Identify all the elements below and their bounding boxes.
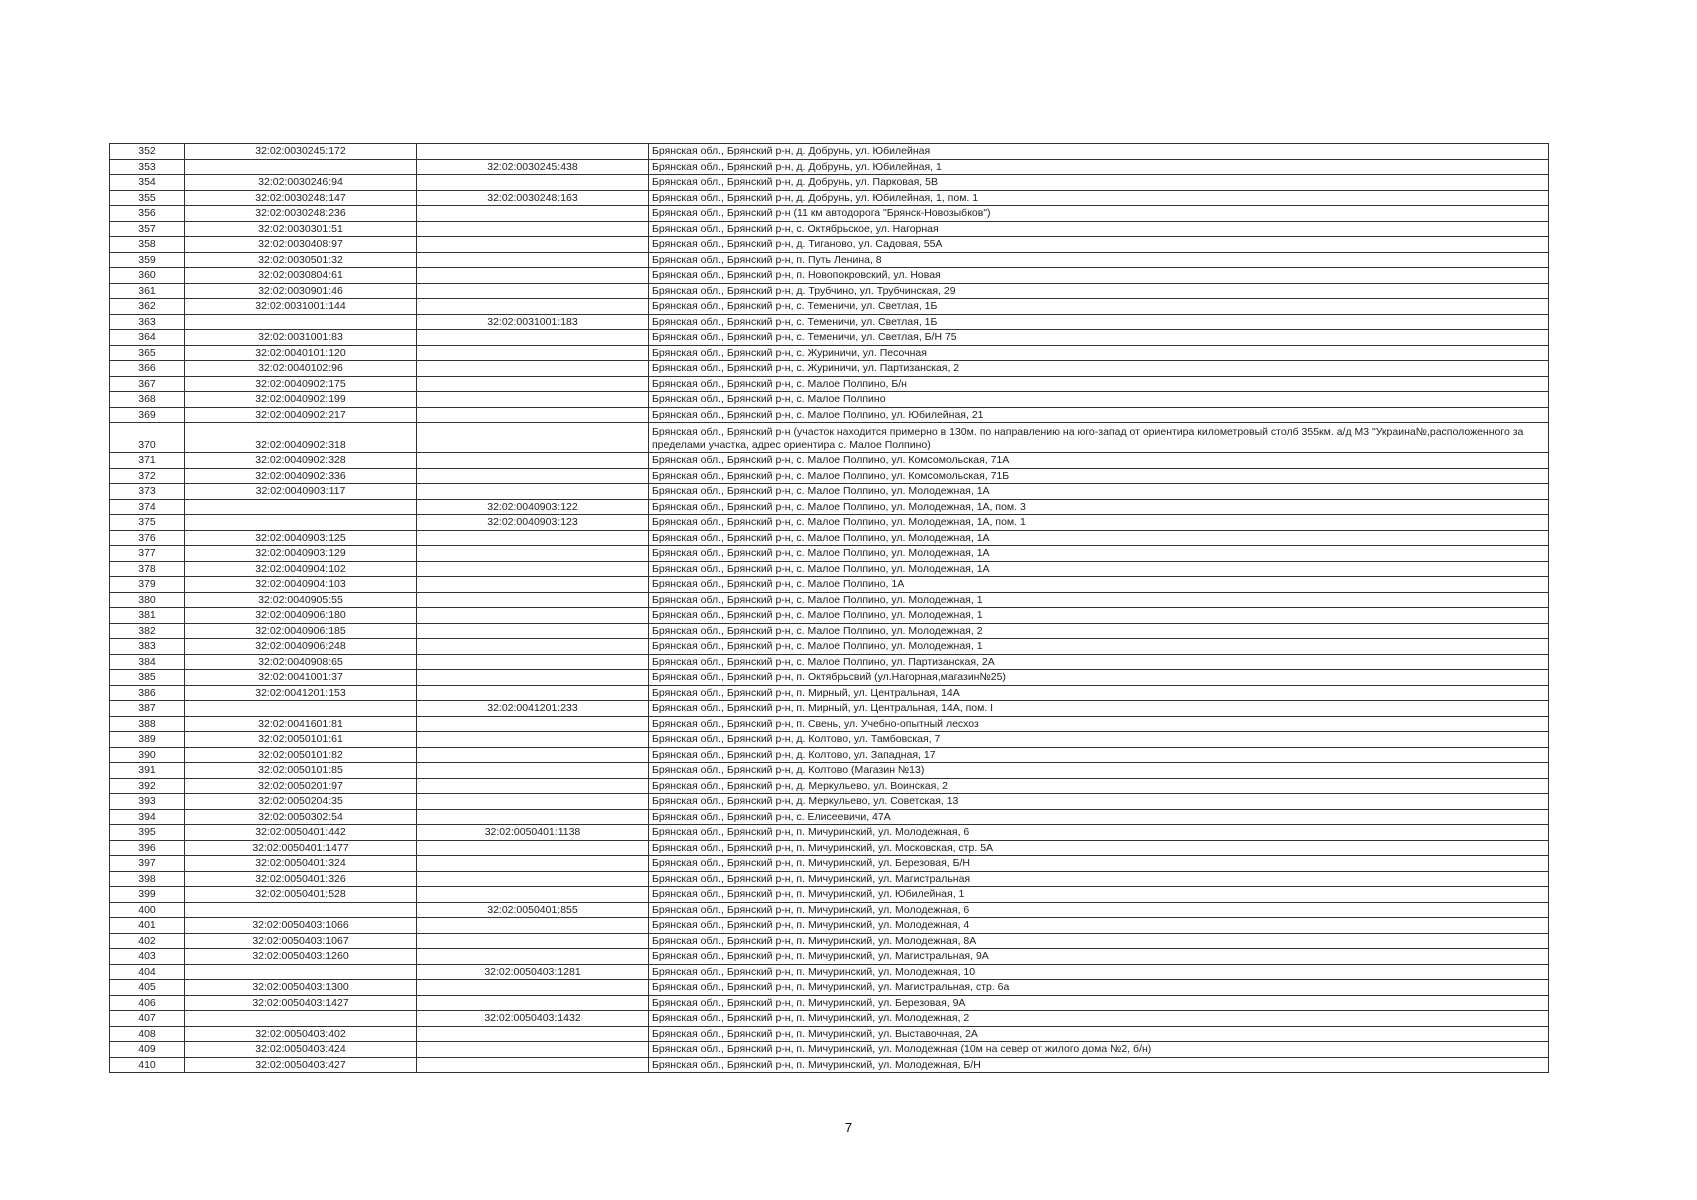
building-cadastral-number-cell bbox=[417, 871, 649, 887]
building-cadastral-number-cell: 32:02:0030245:438 bbox=[417, 159, 649, 175]
cadastral-number-cell: 32:02:0030408:97 bbox=[185, 237, 417, 253]
cadastral-number-cell: 32:02:0050403:1300 bbox=[185, 980, 417, 996]
building-cadastral-number-cell bbox=[417, 345, 649, 361]
row-number-cell: 399 bbox=[110, 887, 185, 903]
building-cadastral-number-cell bbox=[417, 392, 649, 408]
address-cell: Брянская обл., Брянский р-н, д. Меркульево, ул. Воинская, 2 bbox=[649, 778, 1549, 794]
row-number-cell: 393 bbox=[110, 794, 185, 810]
cadastral-number-cell: 32:02:0030248:147 bbox=[185, 190, 417, 206]
row-number-cell: 378 bbox=[110, 561, 185, 577]
table-row bbox=[110, 887, 1549, 903]
address-cell: Брянская обл., Брянский р-н, с. Малое Полпино, 1А bbox=[649, 577, 1549, 593]
building-cadastral-number-cell: 32:02:0040903:123 bbox=[417, 515, 649, 531]
table-row bbox=[110, 685, 1549, 701]
row-number-cell: 357 bbox=[110, 221, 185, 237]
table-row bbox=[110, 902, 1549, 918]
building-cadastral-number-cell bbox=[417, 361, 649, 377]
address-cell: Брянская обл., Брянский р-н, с. Малое Полпино, ул. Молодежная, 1А bbox=[649, 546, 1549, 562]
address-cell: Брянская обл., Брянский р-н, с. Малое Полпино, ул. Молодежная, 1А bbox=[649, 530, 1549, 546]
table-row bbox=[110, 980, 1549, 996]
row-number-cell: 380 bbox=[110, 592, 185, 608]
row-number-cell: 353 bbox=[110, 159, 185, 175]
building-cadastral-number-cell bbox=[417, 1026, 649, 1042]
cadastral-number-cell: 32:02:0050403:1260 bbox=[185, 949, 417, 965]
table-row bbox=[110, 871, 1549, 887]
row-number-cell: 405 bbox=[110, 980, 185, 996]
row-number-cell: 358 bbox=[110, 237, 185, 253]
building-cadastral-number-cell: 32:02:0050403:1281 bbox=[417, 964, 649, 980]
cadastral-number-cell: 32:02:0040906:185 bbox=[185, 623, 417, 639]
building-cadastral-number-cell bbox=[417, 1042, 649, 1058]
row-number-cell: 408 bbox=[110, 1026, 185, 1042]
building-cadastral-number-cell bbox=[417, 716, 649, 732]
address-cell: Брянская обл., Брянский р-н, д. Добрунь, ул. Юбилейная bbox=[649, 144, 1549, 160]
address-cell: Брянская обл., Брянский р-н, п. Новопокровский, ул. Новая bbox=[649, 268, 1549, 284]
address-cell: Брянская обл., Брянский р-н, д. Колтово, ул. Тамбовская, 7 bbox=[649, 732, 1549, 748]
building-cadastral-number-cell: 32:02:0030248:163 bbox=[417, 190, 649, 206]
row-number-cell: 390 bbox=[110, 747, 185, 763]
table-row bbox=[110, 144, 1549, 160]
table-row bbox=[110, 468, 1549, 484]
building-cadastral-number-cell bbox=[417, 949, 649, 965]
building-cadastral-number-cell: 32:02:0050401:1138 bbox=[417, 825, 649, 841]
table-row bbox=[110, 1011, 1549, 1027]
building-cadastral-number-cell bbox=[417, 670, 649, 686]
address-cell: Брянская обл., Брянский р-н, п. Мичуринский, ул. Московская, стр. 5А bbox=[649, 840, 1549, 856]
building-cadastral-number-cell bbox=[417, 887, 649, 903]
table-row bbox=[110, 546, 1549, 562]
building-cadastral-number-cell bbox=[417, 206, 649, 222]
row-number-cell: 364 bbox=[110, 330, 185, 346]
building-cadastral-number-cell bbox=[417, 918, 649, 934]
address-cell: Брянская обл., Брянский р-н, п. Мичуринский, ул. Юбилейная, 1 bbox=[649, 887, 1549, 903]
row-number-cell: 372 bbox=[110, 468, 185, 484]
address-cell: Брянская обл., Брянский р-н, д. Колтово (Магазин №13) bbox=[649, 763, 1549, 779]
table-row bbox=[110, 732, 1549, 748]
address-cell: Брянская обл., Брянский р-н, п. Мирный, ул. Центральная, 14А, пом. I bbox=[649, 701, 1549, 717]
table-row bbox=[110, 856, 1549, 872]
cadastral-number-cell: 32:02:0050403:427 bbox=[185, 1057, 417, 1073]
building-cadastral-number-cell bbox=[417, 778, 649, 794]
cadastral-number-cell: 32:02:0040904:102 bbox=[185, 561, 417, 577]
row-number-cell: 361 bbox=[110, 283, 185, 299]
address-cell: Брянская обл., Брянский р-н, с. Малое Полпино, ул. Комсомольская, 71Б bbox=[649, 468, 1549, 484]
building-cadastral-number-cell bbox=[417, 546, 649, 562]
building-cadastral-number-cell bbox=[417, 933, 649, 949]
table-row bbox=[110, 778, 1549, 794]
cadastral-number-cell: 32:02:0050302:54 bbox=[185, 809, 417, 825]
cadastral-number-cell bbox=[185, 701, 417, 717]
cadastral-number-cell: 32:02:0050101:85 bbox=[185, 763, 417, 779]
address-cell: Брянская обл., Брянский р-н, п. Мичуринский, ул. Молодежная, 10 bbox=[649, 964, 1549, 980]
cadastral-number-cell: 32:02:0040906:180 bbox=[185, 608, 417, 624]
building-cadastral-number-cell bbox=[417, 639, 649, 655]
building-cadastral-number-cell bbox=[417, 856, 649, 872]
row-number-cell: 404 bbox=[110, 964, 185, 980]
row-number-cell: 382 bbox=[110, 623, 185, 639]
cadastral-number-cell: 32:02:0030501:32 bbox=[185, 252, 417, 268]
building-cadastral-number-cell: 32:02:0050403:1432 bbox=[417, 1011, 649, 1027]
address-cell: Брянская обл., Брянский р-н, с. Малое Полпино, ул. Молодежная, 1А, пом. 1 bbox=[649, 515, 1549, 531]
table-row bbox=[110, 763, 1549, 779]
table-row bbox=[110, 361, 1549, 377]
building-cadastral-number-cell bbox=[417, 747, 649, 763]
cadastral-table bbox=[109, 143, 1549, 1073]
address-cell: Брянская обл., Брянский р-н, п. Мичуринский, ул. Молодежная (10м на север от жилого дома №2, б/н) bbox=[649, 1042, 1549, 1058]
building-cadastral-number-cell bbox=[417, 995, 649, 1011]
cadastral-number-cell: 32:02:0031001:83 bbox=[185, 330, 417, 346]
table-row bbox=[110, 515, 1549, 531]
address-cell: Брянская обл., Брянский р-н, п. Мичуринский, ул. Березовая, Б/Н bbox=[649, 856, 1549, 872]
cadastral-number-cell bbox=[185, 314, 417, 330]
row-number-cell: 387 bbox=[110, 701, 185, 717]
building-cadastral-number-cell bbox=[417, 299, 649, 315]
address-cell: Брянская обл., Брянский р-н, п. Мичуринский, ул. Молодежная, 2 bbox=[649, 1011, 1549, 1027]
building-cadastral-number-cell bbox=[417, 608, 649, 624]
cadastral-number-cell: 32:02:0030248:236 bbox=[185, 206, 417, 222]
row-number-cell: 388 bbox=[110, 716, 185, 732]
cadastral-number-cell: 32:02:0030246:94 bbox=[185, 175, 417, 191]
row-number-cell: 397 bbox=[110, 856, 185, 872]
cadastral-number-cell bbox=[185, 499, 417, 515]
cadastral-number-cell: 32:02:0041201:153 bbox=[185, 685, 417, 701]
address-cell: Брянская обл., Брянский р-н, д. Добрунь, ул. Юбилейная, 1 bbox=[649, 159, 1549, 175]
row-number-cell: 406 bbox=[110, 995, 185, 1011]
row-number-cell: 373 bbox=[110, 484, 185, 500]
building-cadastral-number-cell bbox=[417, 577, 649, 593]
address-cell: Брянская обл., Брянский р-н, д. Колтово, ул. Западная, 17 bbox=[649, 747, 1549, 763]
building-cadastral-number-cell bbox=[417, 685, 649, 701]
row-number-cell: 395 bbox=[110, 825, 185, 841]
address-cell: Брянская обл., Брянский р-н, с. Малое Полпино, ул. Молодежная, 1А, пом. 3 bbox=[649, 499, 1549, 515]
row-number-cell: 403 bbox=[110, 949, 185, 965]
building-cadastral-number-cell bbox=[417, 144, 649, 160]
address-cell: Брянская обл., Брянский р-н, п. Мичуринский, ул. Выставочная, 2А bbox=[649, 1026, 1549, 1042]
table-row bbox=[110, 345, 1549, 361]
address-cell: Брянская обл., Брянский р-н, д. Добрунь, ул. Парковая, 5В bbox=[649, 175, 1549, 191]
row-number-cell: 386 bbox=[110, 685, 185, 701]
cadastral-number-cell bbox=[185, 159, 417, 175]
table-row bbox=[110, 1026, 1549, 1042]
row-number-cell: 400 bbox=[110, 902, 185, 918]
row-number-cell: 365 bbox=[110, 345, 185, 361]
row-number-cell: 391 bbox=[110, 763, 185, 779]
table-row bbox=[110, 623, 1549, 639]
table-row bbox=[110, 530, 1549, 546]
table-row bbox=[110, 376, 1549, 392]
row-number-cell: 374 bbox=[110, 499, 185, 515]
row-number-cell: 402 bbox=[110, 933, 185, 949]
row-number-cell: 384 bbox=[110, 654, 185, 670]
cadastral-number-cell: 32:02:0040908:65 bbox=[185, 654, 417, 670]
table-row bbox=[110, 670, 1549, 686]
cadastral-number-cell: 32:02:0040902:199 bbox=[185, 392, 417, 408]
address-cell: Брянская обл., Брянский р-н, д. Тиганово, ул. Садовая, 55А bbox=[649, 237, 1549, 253]
table-row bbox=[110, 825, 1549, 841]
address-cell: Брянская обл., Брянский р-н, п. Мичуринский, ул. Березовая, 9А bbox=[649, 995, 1549, 1011]
address-cell: Брянская обл., Брянский р-н, п. Мичуринский, ул. Магистральная, 9А bbox=[649, 949, 1549, 965]
address-cell: Брянская обл., Брянский р-н, с. Журиничи, ул. Партизанская, 2 bbox=[649, 361, 1549, 377]
cadastral-number-cell bbox=[185, 515, 417, 531]
row-number-cell: 355 bbox=[110, 190, 185, 206]
cadastral-number-cell: 32:02:0031001:144 bbox=[185, 299, 417, 315]
row-number-cell: 359 bbox=[110, 252, 185, 268]
building-cadastral-number-cell bbox=[417, 484, 649, 500]
address-cell: Брянская обл., Брянский р-н, п. Мичуринский, ул. Магистральная, стр. 6а bbox=[649, 980, 1549, 996]
cadastral-number-cell: 32:02:0040101:120 bbox=[185, 345, 417, 361]
table-row bbox=[110, 840, 1549, 856]
cadastral-number-cell: 32:02:0040902:328 bbox=[185, 453, 417, 469]
cadastral-number-cell: 32:02:0050204:35 bbox=[185, 794, 417, 810]
cadastral-number-cell: 32:02:0040905:55 bbox=[185, 592, 417, 608]
row-number-cell: 407 bbox=[110, 1011, 185, 1027]
address-cell: Брянская обл., Брянский р-н, с. Малое Полпино, ул. Партизанская, 2А bbox=[649, 654, 1549, 670]
building-cadastral-number-cell bbox=[417, 283, 649, 299]
row-number-cell: 396 bbox=[110, 840, 185, 856]
table-row bbox=[110, 499, 1549, 515]
row-number-cell: 362 bbox=[110, 299, 185, 315]
row-number-cell: 401 bbox=[110, 918, 185, 934]
building-cadastral-number-cell bbox=[417, 732, 649, 748]
building-cadastral-number-cell bbox=[417, 237, 649, 253]
table-row bbox=[110, 716, 1549, 732]
cadastral-number-cell: 32:02:0041601:81 bbox=[185, 716, 417, 732]
table-row bbox=[110, 1042, 1549, 1058]
table-row bbox=[110, 330, 1549, 346]
address-cell: Брянская обл., Брянский р-н, с. Малое Полпино, ул. Молодежная, 1А bbox=[649, 484, 1549, 500]
row-number-cell: 392 bbox=[110, 778, 185, 794]
cadastral-number-cell: 32:02:0050101:61 bbox=[185, 732, 417, 748]
cadastral-number-cell: 32:02:0050401:1477 bbox=[185, 840, 417, 856]
row-number-cell: 363 bbox=[110, 314, 185, 330]
address-cell: Брянская обл., Брянский р-н, п. Мичуринский, ул. Магистральная bbox=[649, 871, 1549, 887]
cadastral-number-cell: 32:02:0050201:97 bbox=[185, 778, 417, 794]
table-row bbox=[110, 283, 1549, 299]
row-number-cell: 398 bbox=[110, 871, 185, 887]
address-cell: Брянская обл., Брянский р-н, п. Путь Ленина, 8 bbox=[649, 252, 1549, 268]
table-row bbox=[110, 949, 1549, 965]
building-cadastral-number-cell bbox=[417, 561, 649, 577]
cadastral-number-cell: 32:02:0050403:1067 bbox=[185, 933, 417, 949]
address-cell: Брянская обл., Брянский р-н, п. Мичуринский, ул. Молодежная, 6 bbox=[649, 825, 1549, 841]
address-cell: Брянская обл., Брянский р-н, п. Октябрьсвий (ул.Нагорная,магазин№25) bbox=[649, 670, 1549, 686]
cadastral-number-cell bbox=[185, 1011, 417, 1027]
cadastral-number-cell: 32:02:0050401:324 bbox=[185, 856, 417, 872]
address-cell: Брянская обл., Брянский р-н, с. Малое Полпино, ул. Комсомольская, 71А bbox=[649, 453, 1549, 469]
address-cell: Брянская обл., Брянский р-н, с. Малое Полпино, ул. Молодежная, 1А bbox=[649, 561, 1549, 577]
address-cell: Брянская обл., Брянский р-н, с. Малое Полпино, ул. Юбилейная, 21 bbox=[649, 407, 1549, 423]
building-cadastral-number-cell: 32:02:0040903:122 bbox=[417, 499, 649, 515]
building-cadastral-number-cell: 32:02:0041201:233 bbox=[417, 701, 649, 717]
address-cell: Брянская обл., Брянский р-н, с. Малое Полпино bbox=[649, 392, 1549, 408]
row-number-cell: 409 bbox=[110, 1042, 185, 1058]
row-number-cell: 368 bbox=[110, 392, 185, 408]
building-cadastral-number-cell bbox=[417, 453, 649, 469]
cadastral-number-cell: 32:02:0040902:217 bbox=[185, 407, 417, 423]
table-row bbox=[110, 1057, 1549, 1073]
table-row bbox=[110, 423, 1549, 453]
table-row bbox=[110, 159, 1549, 175]
row-number-cell: 389 bbox=[110, 732, 185, 748]
building-cadastral-number-cell bbox=[417, 794, 649, 810]
cadastral-number-cell: 32:02:0030804:61 bbox=[185, 268, 417, 284]
cadastral-number-cell: 32:02:0040902:175 bbox=[185, 376, 417, 392]
cadastral-number-cell: 32:02:0050101:82 bbox=[185, 747, 417, 763]
building-cadastral-number-cell bbox=[417, 252, 649, 268]
cadastral-number-cell: 32:02:0050403:1066 bbox=[185, 918, 417, 934]
address-cell: Брянская обл., Брянский р-н, п. Мичуринский, ул. Молодежная, Б/Н bbox=[649, 1057, 1549, 1073]
table-row bbox=[110, 206, 1549, 222]
table-row bbox=[110, 299, 1549, 315]
address-cell: Брянская обл., Брянский р-н, д. Добрунь, ул. Юбилейная, 1, пом. 1 bbox=[649, 190, 1549, 206]
page-number: 7 bbox=[844, 1120, 853, 1135]
cadastral-number-cell: 32:02:0050403:1427 bbox=[185, 995, 417, 1011]
row-number-cell: 376 bbox=[110, 530, 185, 546]
table-row bbox=[110, 237, 1549, 253]
row-number-cell: 394 bbox=[110, 809, 185, 825]
cadastral-number-cell: 32:02:0030245:172 bbox=[185, 144, 417, 160]
building-cadastral-number-cell bbox=[417, 330, 649, 346]
address-cell: Брянская обл., Брянский р-н, д. Меркульево, ул. Советская, 13 bbox=[649, 794, 1549, 810]
cadastral-number-cell: 32:02:0050401:528 bbox=[185, 887, 417, 903]
address-cell: Брянская обл., Брянский р-н (11 км автодорога "Брянск-Новозыбков") bbox=[649, 206, 1549, 222]
building-cadastral-number-cell bbox=[417, 1057, 649, 1073]
building-cadastral-number-cell bbox=[417, 376, 649, 392]
building-cadastral-number-cell bbox=[417, 809, 649, 825]
table-body bbox=[110, 144, 1549, 1073]
row-number-cell: 367 bbox=[110, 376, 185, 392]
address-cell: Брянская обл., Брянский р-н, с. Теменичи, ул. Светлая, 1Б bbox=[649, 299, 1549, 315]
table-row bbox=[110, 484, 1549, 500]
table-row bbox=[110, 639, 1549, 655]
row-number-cell: 371 bbox=[110, 453, 185, 469]
row-number-cell: 356 bbox=[110, 206, 185, 222]
cadastral-number-cell: 32:02:0040102:96 bbox=[185, 361, 417, 377]
address-cell: Брянская обл., Брянский р-н (участок находится примерно в 130м. по направлению на юго-запад от ориентира километровый столб 355км. а/д М3 "Украина№,расположенного за пределами участка, адрес ориентира с. Малое Полпино) bbox=[649, 423, 1549, 453]
cadastral-number-cell: 32:02:0040903:125 bbox=[185, 530, 417, 546]
cadastral-number-cell: 32:02:0050401:442 bbox=[185, 825, 417, 841]
building-cadastral-number-cell bbox=[417, 175, 649, 191]
address-cell: Брянская обл., Брянский р-н, с. Теменичи, ул. Светлая, Б/Н 75 bbox=[649, 330, 1549, 346]
table-row bbox=[110, 577, 1549, 593]
table-row bbox=[110, 221, 1549, 237]
cadastral-number-cell: 32:02:0050401:326 bbox=[185, 871, 417, 887]
cadastral-number-cell: 32:02:0050403:402 bbox=[185, 1026, 417, 1042]
table-row bbox=[110, 392, 1549, 408]
table-row bbox=[110, 701, 1549, 717]
table-row bbox=[110, 407, 1549, 423]
row-number-cell: 369 bbox=[110, 407, 185, 423]
cadastral-number-cell: 32:02:0040903:117 bbox=[185, 484, 417, 500]
row-number-cell: 385 bbox=[110, 670, 185, 686]
building-cadastral-number-cell: 32:02:0031001:183 bbox=[417, 314, 649, 330]
table-row bbox=[110, 190, 1549, 206]
building-cadastral-number-cell bbox=[417, 763, 649, 779]
address-cell: Брянская обл., Брянский р-н, с. Октябрьское, ул. Нагорная bbox=[649, 221, 1549, 237]
cadastral-number-cell: 32:02:0040903:129 bbox=[185, 546, 417, 562]
address-cell: Брянская обл., Брянский р-н, с. Малое Полпино, Б/н bbox=[649, 376, 1549, 392]
cadastral-number-cell: 32:02:0040904:103 bbox=[185, 577, 417, 593]
table-row bbox=[110, 175, 1549, 191]
building-cadastral-number-cell bbox=[417, 530, 649, 546]
cadastral-number-cell bbox=[185, 964, 417, 980]
address-cell: Брянская обл., Брянский р-н, п. Мичуринский, ул. Молодежная, 8А bbox=[649, 933, 1549, 949]
address-cell: Брянская обл., Брянский р-н, с. Теменичи, ул. Светлая, 1Б bbox=[649, 314, 1549, 330]
table-row bbox=[110, 561, 1549, 577]
address-cell: Брянская обл., Брянский р-н, с. Малое Полпино, ул. Молодежная, 1 bbox=[649, 608, 1549, 624]
cadastral-number-cell: 32:02:0040902:336 bbox=[185, 468, 417, 484]
building-cadastral-number-cell bbox=[417, 592, 649, 608]
row-number-cell: 377 bbox=[110, 546, 185, 562]
address-cell: Брянская обл., Брянский р-н, с. Журиничи, ул. Песочная bbox=[649, 345, 1549, 361]
address-cell: Брянская обл., Брянский р-н, с. Малое Полпино, ул. Молодежная, 1 bbox=[649, 592, 1549, 608]
table-row bbox=[110, 995, 1549, 1011]
address-cell: Брянская обл., Брянский р-н, с. Малое Полпино, ул. Молодежная, 1 bbox=[649, 639, 1549, 655]
table-row bbox=[110, 794, 1549, 810]
table-row bbox=[110, 933, 1549, 949]
table-row bbox=[110, 252, 1549, 268]
row-number-cell: 354 bbox=[110, 175, 185, 191]
row-number-cell: 375 bbox=[110, 515, 185, 531]
building-cadastral-number-cell bbox=[417, 407, 649, 423]
address-cell: Брянская обл., Брянский р-н, д. Трубчино, ул. Трубчинская, 29 bbox=[649, 283, 1549, 299]
table-row bbox=[110, 809, 1549, 825]
table-row bbox=[110, 747, 1549, 763]
table-row bbox=[110, 314, 1549, 330]
cadastral-number-cell: 32:02:0040902:318 bbox=[185, 423, 417, 453]
table-row bbox=[110, 654, 1549, 670]
cadastral-number-cell: 32:02:0030301:51 bbox=[185, 221, 417, 237]
building-cadastral-number-cell bbox=[417, 468, 649, 484]
row-number-cell: 366 bbox=[110, 361, 185, 377]
cadastral-number-cell: 32:02:0050403:424 bbox=[185, 1042, 417, 1058]
table-row bbox=[110, 964, 1549, 980]
building-cadastral-number-cell bbox=[417, 221, 649, 237]
row-number-cell: 352 bbox=[110, 144, 185, 160]
cadastral-number-cell: 32:02:0040906:248 bbox=[185, 639, 417, 655]
address-cell: Брянская обл., Брянский р-н, п. Мирный, ул. Центральная, 14А bbox=[649, 685, 1549, 701]
address-cell: Брянская обл., Брянский р-н, с. Малое Полпино, ул. Молодежная, 2 bbox=[649, 623, 1549, 639]
building-cadastral-number-cell: 32:02:0050401:855 bbox=[417, 902, 649, 918]
address-cell: Брянская обл., Брянский р-н, п. Мичуринский, ул. Молодежная, 6 bbox=[649, 902, 1549, 918]
building-cadastral-number-cell bbox=[417, 423, 649, 453]
address-cell: Брянская обл., Брянский р-н, с. Елисеевичи, 47А bbox=[649, 809, 1549, 825]
row-number-cell: 410 bbox=[110, 1057, 185, 1073]
address-cell: Брянская обл., Брянский р-н, п. Мичуринский, ул. Молодежная, 4 bbox=[649, 918, 1549, 934]
row-number-cell: 379 bbox=[110, 577, 185, 593]
cadastral-number-cell: 32:02:0041001:37 bbox=[185, 670, 417, 686]
row-number-cell: 370 bbox=[110, 423, 185, 453]
table-row bbox=[110, 918, 1549, 934]
table-row bbox=[110, 268, 1549, 284]
row-number-cell: 360 bbox=[110, 268, 185, 284]
building-cadastral-number-cell bbox=[417, 623, 649, 639]
table-row bbox=[110, 453, 1549, 469]
table-row bbox=[110, 592, 1549, 608]
address-cell: Брянская обл., Брянский р-н, п. Свень, ул. Учебно-опытный лесхоз bbox=[649, 716, 1549, 732]
cadastral-number-cell: 32:02:0030901:46 bbox=[185, 283, 417, 299]
building-cadastral-number-cell bbox=[417, 840, 649, 856]
row-number-cell: 381 bbox=[110, 608, 185, 624]
cadastral-number-cell bbox=[185, 902, 417, 918]
building-cadastral-number-cell bbox=[417, 268, 649, 284]
building-cadastral-number-cell bbox=[417, 654, 649, 670]
row-number-cell: 383 bbox=[110, 639, 185, 655]
table-row bbox=[110, 608, 1549, 624]
building-cadastral-number-cell bbox=[417, 980, 649, 996]
